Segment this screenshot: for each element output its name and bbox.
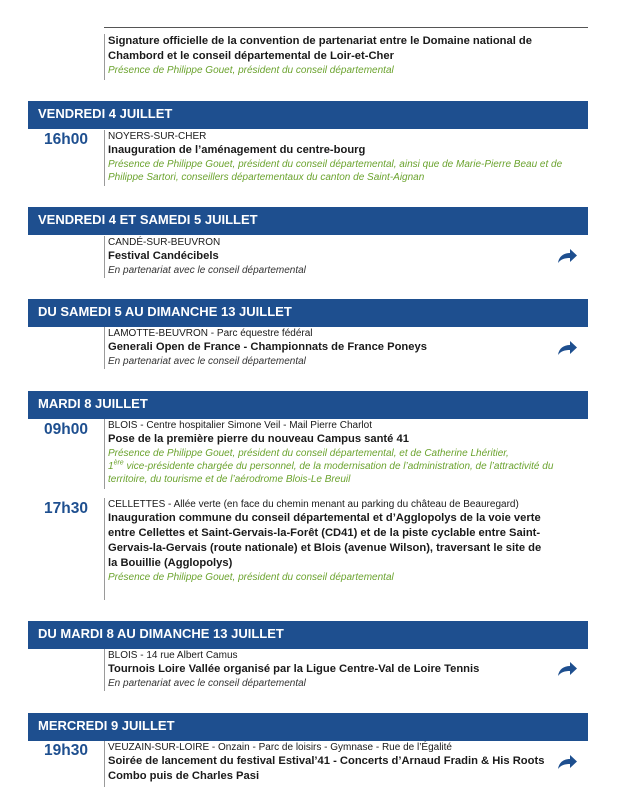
event-title: Inauguration commune du conseil départemental et d’Agglopolys de la voie verte entre Cellettes et Saint-Gervais-la-Forêt (CD41) et de la piste cyclable entre Saint-Gervais-la-Gervais (route nationale) et Blois (avenue Wilson), traversant le site de la Bouillie (Agglopolys) (108, 512, 542, 569)
section-heading: MERCREDI 9 JUILLET (28, 713, 588, 738)
event-place: NOYERS-SUR-CHER (108, 131, 207, 142)
event-note: Présence de Philippe Gouet, président du conseil départemental (108, 65, 394, 76)
event-divider (104, 327, 105, 369)
section-heading: VENDREDI 4 ET SAMEDI 5 JUILLET (28, 207, 588, 232)
share-arrow-icon[interactable] (556, 660, 578, 678)
event-item (28, 419, 588, 491)
event-divider (104, 130, 105, 186)
event-place: BLOIS - 14 rue Albert Camus (108, 650, 238, 661)
event-place: VEUZAIN-SUR-LOIRE - Onzain - Parc de loisirs - Gymnase - Rue de l’Égalité (108, 742, 452, 753)
event-divider (104, 649, 105, 691)
ordinal-suffix: ère (113, 459, 124, 467)
event-item (28, 327, 588, 373)
event-time: 09h00 (44, 421, 88, 438)
note-line: Présence de Philippe Gouet, président du conseil départemental, et de Catherine Lhéritier, (108, 448, 509, 459)
event-note: En partenariat avec le conseil départemental (108, 678, 306, 689)
event-divider (104, 419, 105, 489)
event-note (108, 447, 578, 486)
event-item (28, 741, 588, 787)
event-time: 19h30 (44, 742, 88, 759)
event-time: 17h30 (44, 500, 88, 517)
event-item (28, 236, 588, 282)
event-divider (104, 741, 105, 787)
section-heading: DU MARDI 8 AU DIMANCHE 13 JUILLET (28, 621, 588, 646)
section-heading: DU SAMEDI 5 AU DIMANCHE 13 JUILLET (28, 299, 588, 324)
event-place: CANDÉ-SUR-BEUVRON (108, 237, 221, 248)
intro-event (28, 34, 588, 84)
event-title: Soirée de lancement du festival Estival’41 - Concerts d’Arnaud Fradin & His Roots Combo puis de Charles Pasi (108, 755, 545, 782)
event-time: 16h00 (44, 131, 88, 148)
event-title: Generali Open de France - Championnats de France Poneys (108, 341, 427, 353)
event-place: BLOIS - Centre hospitalier Simone Veil - Mail Pierre Charlot (108, 420, 372, 431)
event-item (28, 649, 588, 695)
top-divider (104, 27, 588, 28)
event-title: Pose de la première pierre du nouveau Campus santé 41 (108, 433, 409, 445)
event-divider (104, 236, 105, 278)
section-heading: VENDREDI 4 JUILLET (28, 101, 588, 126)
event-title: Tournois Loire Vallée organisé par la Ligue Centre-Val de Loire Tennis (108, 663, 480, 675)
share-arrow-icon[interactable] (556, 339, 578, 357)
event-place: CELLETTES - Allée verte (en face du chemin menant au parking du château de Beauregard) (108, 499, 519, 510)
event-item (28, 498, 588, 600)
event-note: En partenariat avec le conseil départemental (108, 265, 306, 276)
event-divider (104, 34, 105, 80)
event-note: En partenariat avec le conseil départemental (108, 356, 306, 367)
event-title: Signature officielle de la convention de partenariat entre le Domaine national de Chambord et le conseil départemental de Loir-et-Cher (108, 35, 532, 62)
event-note: Présence de Philippe Gouet, président du conseil départemental (108, 572, 394, 583)
event-note: Présence de Philippe Gouet, président du conseil départemental, ainsi que de Marie-Pierre Beau et de Philippe Sartori, conseillers départementaux du canton de Saint-Aignan (108, 159, 563, 183)
section-heading: MARDI 8 JUILLET (28, 391, 588, 416)
event-title: Inauguration de l’aménagement du centre-bourg (108, 144, 366, 156)
share-arrow-icon[interactable] (556, 247, 578, 265)
event-title: Festival Candécibels (108, 250, 219, 262)
note-line: vice-présidente chargée du personnel, de la modernisation de l’administration, de l’attractivité du territoire, du tourisme et de l’aérodrome Blois-Le Breuil (108, 461, 554, 485)
ordinal-number: 1 (108, 461, 114, 472)
event-divider (104, 498, 105, 600)
event-item (28, 130, 588, 190)
share-arrow-icon[interactable] (556, 753, 578, 771)
event-place: LAMOTTE-BEUVRON - Parc équestre fédéral (108, 328, 313, 339)
